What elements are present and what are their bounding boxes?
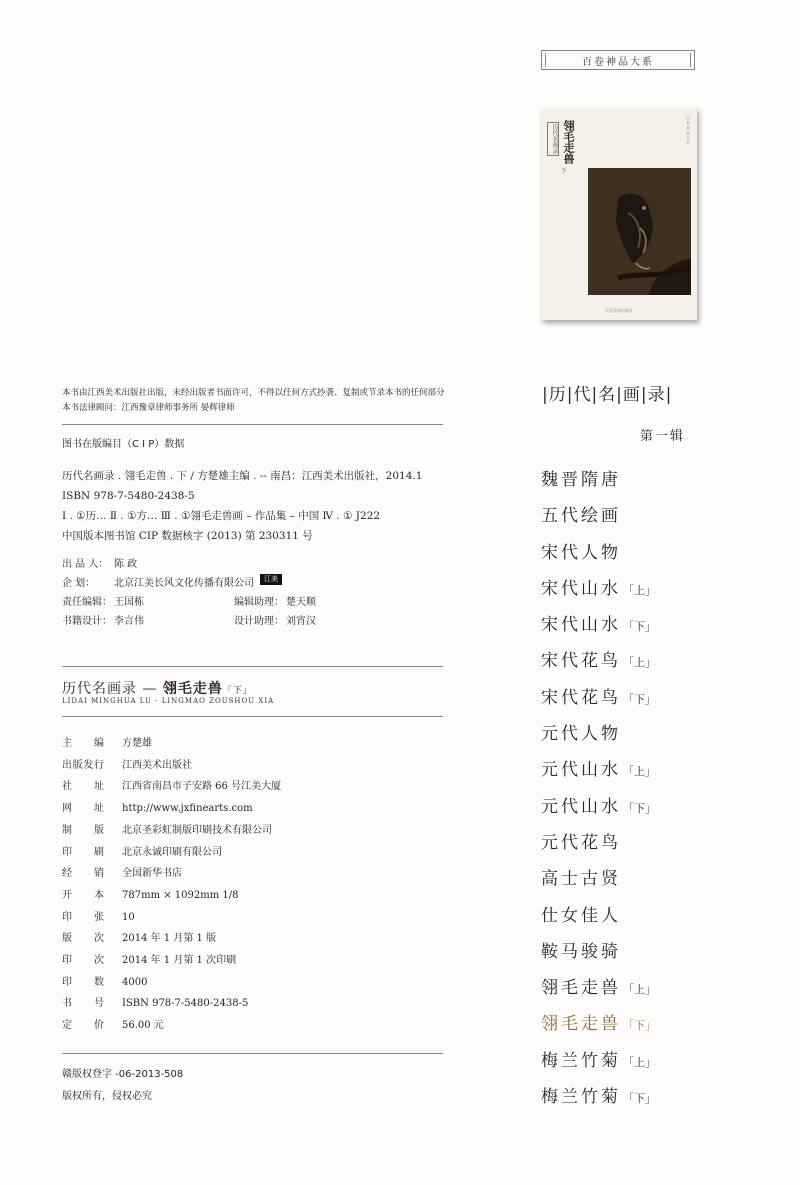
cip-line: Ⅰ . ①历… Ⅱ . ①方… Ⅲ . ①翎毛走兽画 – 作品集 – 中国 Ⅳ . ① J222: [62, 510, 381, 522]
pubinfo-value: 56.00 元: [122, 1020, 164, 1032]
pubinfo-label: 经 销: [62, 868, 104, 880]
copyright-footer: [62, 1064, 183, 1108]
volume-name: 鞍马骏骑: [541, 941, 621, 962]
volume-list-item: [541, 575, 656, 611]
pubinfo-value: 江西省南昌市子安路 66 号江美大厦: [122, 781, 282, 793]
pubinfo-label: 定 价: [62, 1020, 104, 1032]
volume-name: 宋代山水: [541, 578, 621, 599]
copyright-notice: [62, 386, 445, 416]
volume-part: 「下」: [623, 801, 656, 815]
book-title-english: LIDAI MINGHUA LU - LINGMAO ZOUSHOU XIA: [62, 697, 275, 705]
book-cover: [541, 108, 697, 320]
staff-value: 李言伟: [114, 616, 144, 627]
pubinfo-label: 书 号: [62, 998, 104, 1010]
cip-data: [62, 466, 422, 546]
volume-name: 宋代人物: [541, 542, 621, 563]
volume-name: 魏晋隋唐: [541, 470, 621, 490]
volume-list-item: [541, 1083, 656, 1119]
cip-heading: 图书在版编目（C I P）数据: [62, 439, 185, 450]
staff-value: 楚天顺: [286, 597, 316, 608]
pubinfo-row: [62, 820, 281, 842]
pubinfo-label: 印 张: [62, 911, 104, 923]
cover-spine-text: 百卷神品大系: [686, 116, 691, 146]
cover-publisher: 江西美术出版社: [605, 308, 633, 313]
volume-name: 元代人物: [541, 724, 621, 745]
divider: [62, 666, 443, 667]
divider: [62, 424, 443, 425]
series-name: |历|代|名|画|录|: [542, 385, 673, 405]
volume-name: 翎毛走兽: [541, 1014, 621, 1035]
divider: [62, 716, 443, 717]
pubinfo-label: 版 次: [62, 933, 104, 945]
volume-name: 宋代花鸟: [541, 687, 621, 708]
staff-label: 责任编辑：: [62, 597, 112, 608]
staff-label: 设计助理：: [234, 616, 284, 627]
volume-part: 「下」: [623, 620, 656, 634]
pubinfo-value: ISBN 978-7-5480-2438-5: [122, 998, 249, 1010]
book-title: [62, 678, 253, 698]
staff-credits: [62, 555, 316, 631]
pubinfo-value: 方楚雄: [122, 738, 152, 749]
staff-row: [62, 555, 316, 574]
staff-value: 北京江美长风文化传播有限公司: [114, 578, 254, 589]
pubinfo-value: http://www.jxfinearts.com: [122, 803, 253, 815]
pubinfo-value: 全国新华书店: [122, 868, 182, 880]
volume-name: 元代山水: [541, 796, 621, 817]
staff-label: 书籍设计：: [62, 616, 112, 627]
volume-name: 仕女佳人: [541, 905, 621, 926]
volume-list-item: [541, 720, 656, 756]
pubinfo-row: [62, 972, 281, 994]
volume-list-item: [541, 974, 656, 1010]
cover-volume: 下: [561, 168, 568, 175]
volume-list-item: [541, 647, 656, 683]
volume-list-item: [541, 539, 656, 575]
pubinfo-row: [62, 798, 281, 820]
pubinfo-row: [62, 928, 281, 950]
volume-list-item: [541, 611, 656, 647]
staff-value: 刘宵汉: [286, 616, 316, 627]
volume-name: 梅兰竹菊: [541, 1050, 621, 1071]
pubinfo-value: 4000: [122, 976, 148, 988]
pubinfo-value: 2014 年 1 月第 1 版: [122, 933, 217, 945]
pubinfo-row: [62, 863, 281, 885]
pubinfo-row: [62, 1015, 281, 1037]
pubinfo-label: 印 次: [62, 955, 104, 967]
volume-list-item: [541, 1047, 656, 1083]
cover-title: 翎毛走兽: [562, 120, 575, 164]
pubinfo-value: 江西美术出版社: [122, 759, 192, 771]
staff-row: [62, 612, 316, 631]
volume-part: 「上」: [623, 656, 656, 670]
staff-label: 编辑助理：: [234, 597, 284, 608]
volume-label: 第一辑: [640, 429, 686, 444]
volume-name: 梅兰竹菊: [541, 1087, 621, 1108]
series-label: 百卷神品大系: [582, 57, 654, 68]
volume-list-item: [541, 684, 656, 720]
pubinfo-row: [62, 907, 281, 929]
staff-value: 王国栋: [114, 597, 144, 608]
volume-name: 翎毛走兽: [541, 978, 621, 999]
volume-name: 元代花鸟: [541, 832, 621, 853]
volume-list-item: [541, 466, 656, 502]
pubinfo-label: 网 址: [62, 803, 104, 815]
pubinfo-row: [62, 842, 281, 864]
pubinfo-value: 北京圣彩虹制版印刷技术有限公司: [122, 824, 272, 836]
volume-list-item: [541, 1010, 656, 1046]
pubinfo-label: 出版发行: [62, 759, 104, 771]
cip-line: ISBN 978-7-5480-2438-5: [62, 490, 195, 502]
pubinfo-row: [62, 733, 281, 755]
volume-name: 宋代花鸟: [541, 651, 621, 672]
license-number: 赣版权登字 -06-2013-508: [62, 1069, 184, 1080]
volume-part: 「上」: [623, 1055, 656, 1069]
volume-name: 元代山水: [541, 760, 621, 781]
volume-name: 宋代山水: [541, 615, 621, 636]
notice-line: 本书由江西美术出版社出版，未经出版者书面许可，不得以任何方式抄袭、复制或节录本书的任何部分: [62, 388, 445, 398]
pubinfo-row: [62, 755, 281, 777]
pubinfo-label: 印 刷: [62, 846, 104, 858]
pubinfo-label: 主 编: [62, 738, 104, 749]
volume-part: 「上」: [623, 983, 656, 997]
book-title-prefix: 历代名画录 —: [62, 681, 163, 697]
cover-eagle-painting: [588, 168, 691, 295]
publisher-logo: 江美: [260, 574, 282, 585]
staff-label: 企 划：: [62, 578, 96, 589]
pubinfo-row: [62, 776, 281, 798]
pubinfo-label: 社 址: [62, 781, 104, 793]
pubinfo-row: [62, 993, 281, 1015]
pubinfo-value: 北京永诚印刷有限公司: [122, 846, 222, 858]
volume-part: 「下」: [623, 1019, 656, 1033]
pubinfo-value: 787mm × 1092mm 1/8: [122, 889, 239, 901]
volume-list-item: [541, 829, 656, 865]
pubinfo-row: [62, 885, 281, 907]
cover-series-title: 历代名画录: [547, 122, 559, 156]
volume-list-item: [541, 756, 656, 792]
publishing-info: [62, 733, 281, 1037]
staff-row: [62, 574, 316, 593]
volume-part: 「上」: [623, 765, 656, 779]
eagle-painting-image: [588, 168, 691, 295]
staff-label: 出 品 人：: [62, 559, 109, 570]
pubinfo-row: [62, 950, 281, 972]
book-title-volume: 「下」: [222, 686, 253, 696]
volume-name: 五代绘画: [541, 506, 621, 527]
volume-list-item: [541, 865, 656, 901]
cip-line: 历代名画录 . 翎毛走兽 . 下 / 方楚雄主编 . -- 南昌：江西美术出版社，2014.1: [62, 470, 423, 482]
volume-name: 高士古贤: [541, 869, 621, 890]
rights-reserved: 版权所有，侵权必究: [62, 1091, 152, 1102]
staff-row: [62, 593, 316, 612]
pubinfo-label: 印 数: [62, 976, 104, 988]
series-label-box: [541, 50, 695, 70]
volume-part: 「上」: [623, 583, 656, 597]
pubinfo-value: 10: [122, 911, 135, 923]
cip-line: 中国版本图书馆 CIP 数据核字 (2013) 第 230311 号: [62, 530, 313, 542]
pubinfo-label: 开 本: [62, 889, 104, 901]
volume-list-item: [541, 502, 656, 538]
volume-part: 「下」: [623, 1092, 656, 1106]
notice-line: 本书法律顾问：江西豫章律师事务所 晏辉律师: [62, 403, 235, 413]
volume-list-item: [541, 938, 656, 974]
pubinfo-value: 2014 年 1 月第 1 次印刷: [122, 955, 237, 967]
volume-list-item: [541, 793, 656, 829]
volume-list: [541, 466, 656, 1119]
divider: [62, 1053, 443, 1054]
staff-value: 陈 政: [114, 559, 138, 570]
pubinfo-label: 制 版: [62, 824, 104, 836]
book-title-main: 翎毛走兽: [162, 681, 223, 697]
volume-list-item: [541, 902, 656, 938]
volume-part: 「下」: [623, 692, 656, 706]
